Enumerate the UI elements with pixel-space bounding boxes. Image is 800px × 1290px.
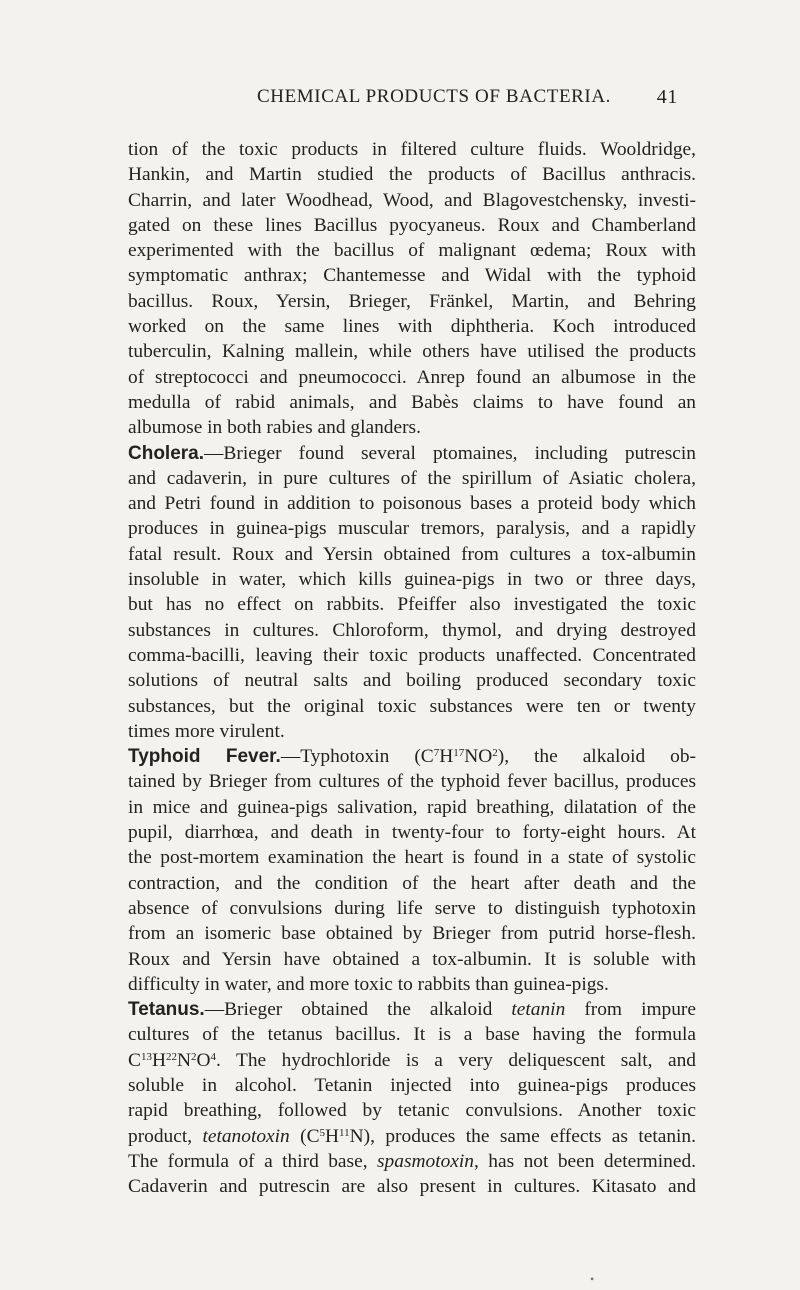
text-run: —Typhotoxin (C [280, 746, 434, 768]
text-line: the post-mortem examination the heart is found in a state of systolic [128, 847, 696, 869]
text-line: times more virulent. [128, 720, 285, 742]
subscript: 4 [210, 1050, 216, 1063]
text-run: , has not been determined. [473, 1150, 696, 1172]
page-header [200, 86, 678, 108]
body-text [128, 137, 696, 1199]
text-line: Roux and Yersin have obtained a tox-albumin. It is soluble with [128, 948, 696, 970]
text-line: Cadaverin and putrescin are also present in cultures. Kitasato and [128, 1176, 696, 1198]
text-line: but has no effect on rabbits. Pfeiffer also investigated the toxic [128, 594, 696, 616]
text-line: and Petri found in addition to poisonous bases a proteid body which [128, 493, 696, 515]
subscript: 5 [319, 1126, 326, 1139]
text-line: substances in cultures. Chloroform, thymol, and drying destroyed [128, 619, 696, 641]
text-run: ), the alkaloid ob- [497, 746, 696, 768]
text-line: soluble in alcohol. Tetanin injected into guinea-pigs produces [128, 1074, 696, 1096]
text-line: of streptococci and pneumococci. Anrep found an albumose in the [128, 366, 696, 388]
text-line: tained by Brieger from cultures of the typhoid fever bacillus, produces [128, 771, 696, 793]
subscript: 17 [453, 747, 465, 760]
text-line: tuberculin, Kalning mallein, while others have utilised the products [128, 341, 696, 363]
text-run: C [128, 1049, 141, 1071]
page-number: 41 [656, 86, 678, 108]
text-line: insoluble in water, which kills guinea-pigs in two or three days, [128, 569, 696, 591]
text-line: rapid breathing, followed by tetanic convulsions. Another toxic [128, 1100, 696, 1122]
text-line: albumose in both rabies and glanders. [128, 417, 421, 439]
text-run: H [325, 1125, 340, 1147]
formula-line [128, 1124, 696, 1149]
subscript: 7 [433, 747, 440, 760]
text-line: absence of convulsions during life serve to distinguish typhotoxin [128, 897, 696, 919]
text-run: product, [128, 1125, 203, 1147]
text-run: . The hydrochloride is a very deliquescent salt, and [215, 1049, 696, 1071]
section-heading-cholera: Cholera. [128, 442, 205, 464]
text-run: H [439, 746, 454, 768]
text-line: symptomatic anthrax; Chantemesse and Widal with the typhoid [128, 265, 696, 287]
subscript: 2 [492, 747, 498, 760]
cholera-paragraph-first-line [128, 441, 696, 466]
subscript: 2 [190, 1050, 197, 1063]
tetanus-paragraph-first-line [128, 997, 696, 1022]
text-run: O [196, 1049, 211, 1071]
text-line: worked on the same lines with diphtheria. Koch introduced [128, 316, 696, 338]
text-line: cultures of the tetanus bacillus. It is a base having the formula [128, 1024, 696, 1046]
subscript: 11 [339, 1126, 350, 1139]
text-line: and cadaverin, in pure cultures of the spirillum of Asiatic cholera, [128, 467, 696, 489]
text-line: comma-bacilli, leaving their toxic products unaffected. Concentrated [128, 644, 696, 666]
text-line: from an isomeric base obtained by Brieger from putrid horse-flesh. [128, 923, 696, 945]
section-heading-typhoid: Typhoid Fever. [128, 746, 281, 768]
print-mark: • [590, 1272, 595, 1286]
subscript: 22 [165, 1050, 177, 1063]
text-line: contraction, and the condition of the heart after death and the [128, 872, 696, 894]
formula-line [128, 1048, 696, 1073]
text-line: pupil, diarrhœa, and death in twenty-four to forty-eight hours. At [128, 822, 696, 844]
text-line: medulla of rabid animals, and Babès claims to have found an [128, 391, 696, 413]
text-line: Hankin, and Martin studied the products of Bacillus anthracis. [128, 164, 696, 186]
italic-term: tetanotoxin [202, 1125, 290, 1147]
text-line: Charrin, and later Woodhead, Wood, and Blagovestchensky, investi- [128, 189, 696, 211]
text-line: produces in guinea-pigs muscular tremors, paralysis, and a rapidly [128, 518, 696, 540]
text-run: The formula of a third base, [128, 1150, 378, 1172]
section-heading-tetanus: Tetanus. [128, 999, 205, 1021]
text-run: NO [464, 746, 493, 768]
text-run: —Brieger obtained the alkaloid [204, 999, 512, 1021]
text-line: tion of the toxic products in filtered culture fluids. Wooldridge, [128, 139, 696, 160]
text-run: —Brieger found several ptomaines, including putrescin [204, 442, 696, 464]
text-line: solutions of neutral salts and boiling produced secondary toxic [128, 670, 696, 692]
text-line: in mice and guinea-pigs salivation, rapid breathing, dilatation of the [128, 796, 696, 818]
text-run: N), produces the same effects as tetanin. [349, 1125, 696, 1147]
text-run: (C [289, 1125, 320, 1147]
italic-term: spasmotoxin [377, 1150, 474, 1172]
running-title: CHEMICAL PRODUCTS OF BACTERIA. [256, 86, 612, 107]
text-run: H [151, 1049, 166, 1071]
text-line: difficulty in water, and more toxic to rabbits than guinea-pigs. [128, 973, 609, 995]
text-line: bacillus. Roux, Yersin, Brieger, Fränkel, Martin, and Behring [128, 290, 696, 312]
text-run: from impure [565, 999, 696, 1021]
text-line: fatal result. Roux and Yersin obtained from cultures a tox-albumin [128, 543, 696, 565]
text-line: experimented with the bacillus of malignant œdema; Roux with [128, 240, 696, 262]
text-line: substances, but the original toxic substances were ten or twenty [128, 695, 696, 717]
subscript: 13 [140, 1050, 152, 1063]
text-line [128, 1149, 696, 1174]
italic-term: tetanin [511, 999, 566, 1021]
text-line: gated on these lines Bacillus pyocyaneus. Roux and Chamberland [128, 214, 696, 236]
text-run: N [176, 1049, 191, 1071]
typhoid-paragraph-first-line [128, 744, 696, 769]
